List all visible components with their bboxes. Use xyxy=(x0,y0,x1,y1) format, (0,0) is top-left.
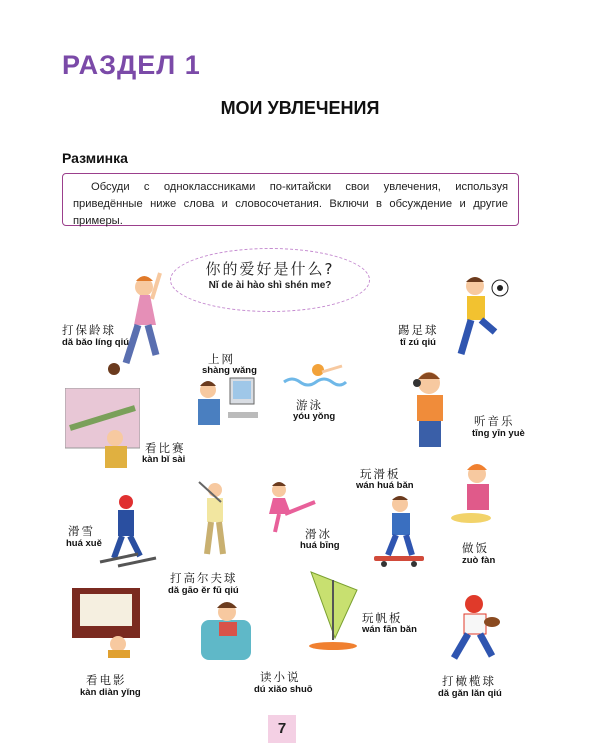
hobby-hanzi: 看电影 xyxy=(86,673,127,687)
swimming-illustration xyxy=(282,360,347,390)
reading-illustration xyxy=(195,590,260,665)
hobby-hanzi: 上网 xyxy=(208,352,235,366)
windsurfing-illustration xyxy=(305,570,365,655)
hobby-pinyin: yóu yǒng xyxy=(293,411,336,422)
hobby-hanzi: 滑冰 xyxy=(305,527,332,541)
hobby-pinyin: huá bīng xyxy=(300,540,340,551)
hobby-hanzi: 玩滑板 xyxy=(360,467,401,481)
hobby-pinyin: dú xiǎo shuō xyxy=(254,684,313,695)
hobby-pinyin: zuò fàn xyxy=(462,555,496,566)
hobby-hanzi: 滑雪 xyxy=(68,524,95,538)
hobby-hanzi: 游泳 xyxy=(296,398,323,412)
golf-illustration xyxy=(185,478,240,568)
hobby-hanzi: 打高尔夫球 xyxy=(170,571,238,585)
hobby-pinyin: tī zú qiú xyxy=(400,337,436,348)
hobby-pinyin: wán fān bǎn xyxy=(362,624,417,635)
warmup-heading: Разминка xyxy=(62,150,128,166)
question-pinyin: Nǐ de ài hào shì shén me? xyxy=(208,280,332,291)
question-hanzi: 你的爱好是什么? xyxy=(205,260,335,278)
movie-illustration xyxy=(72,588,140,658)
watching-game-illustration xyxy=(65,388,140,468)
hobby-hanzi: 打橄榄球 xyxy=(442,674,496,688)
football-illustration xyxy=(445,268,515,363)
hobby-pinyin: dǎ gāo ěr fū qiú xyxy=(168,585,239,596)
hobby-pinyin: dǎ bǎo líng qiú xyxy=(62,337,130,348)
hobby-hanzi: 踢足球 xyxy=(398,323,439,337)
hobby-pinyin: tīng yīn yuè xyxy=(472,428,525,439)
hobby-pinyin: huá xuě xyxy=(66,538,102,549)
hobby-hanzi: 听音乐 xyxy=(474,414,515,428)
music-illustration xyxy=(405,365,465,450)
hobby-hanzi: 打保龄球 xyxy=(62,323,116,337)
hobby-hanzi: 玩帆板 xyxy=(362,611,403,625)
hobby-hanzi: 做饭 xyxy=(462,541,489,555)
skiing-illustration xyxy=(98,490,160,570)
instruction-box: Обсуди с одноклассниками по-китайски свои увлечения, используя приведённые ниже слова и словосочетания. Включи в обсуждение и другие примеры. xyxy=(62,173,519,226)
topic-title: МОИ УВЛЕЧЕНИЯ xyxy=(220,98,380,118)
hobby-pinyin: dǎ gǎn lǎn qiú xyxy=(438,688,502,699)
hobby-hanzi: 看比赛 xyxy=(145,441,186,455)
skateboard-illustration xyxy=(370,490,435,570)
hobby-pinyin: kàn bǐ sài xyxy=(142,454,186,465)
section-title: РАЗДЕЛ 1 xyxy=(62,50,201,80)
page-number: 7 xyxy=(277,720,287,737)
computer-illustration xyxy=(192,372,267,432)
cooking-illustration xyxy=(445,460,510,540)
hobby-hanzi: 读小说 xyxy=(260,670,301,684)
hobby-pinyin: kàn diàn yǐng xyxy=(80,687,141,698)
hobby-pinyin: shàng wǎng xyxy=(202,365,257,376)
rugby-illustration xyxy=(440,590,505,670)
hobby-pinyin: wán huá bǎn xyxy=(356,480,414,491)
